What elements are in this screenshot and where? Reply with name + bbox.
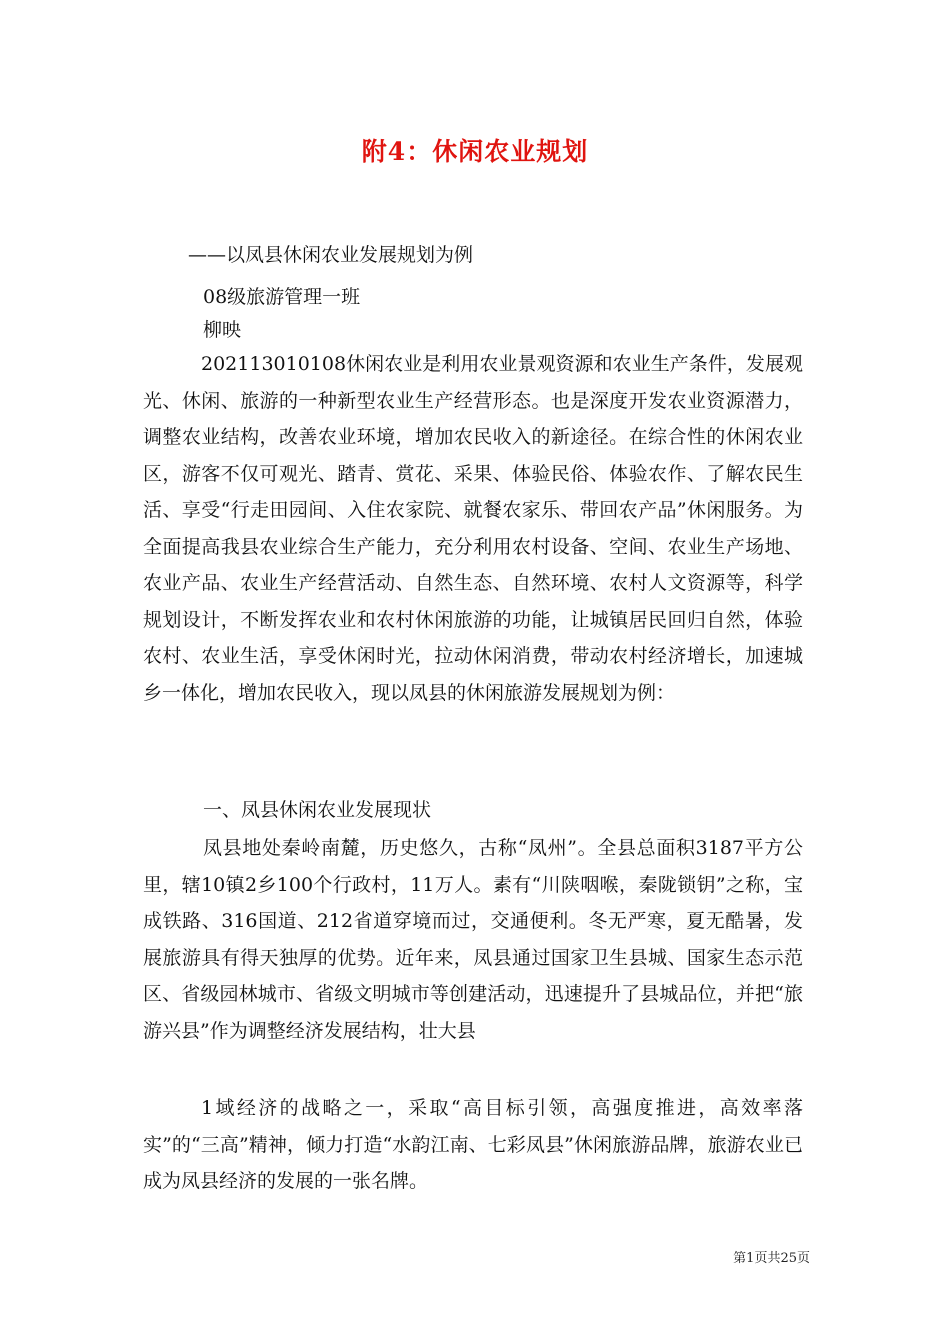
document-subtitle: ——以凤县休闲农业发展规划为例 [188, 244, 474, 266]
class-info: 08级旅游管理一班 [203, 286, 361, 308]
paragraph-intro: 202113010108休闲农业是利用农业景观资源和农业生产条件，发展观光、休闲、旅游的一种新型农业生产经营形态。也是深度开发农业资源潜力，调整农业结构，改善农业环境，增加农民收入的新途径。在综合性的休闲农业区，游客不仅可观光、踏青、赏花、采果、体验民俗、体验农作、了解农民生活、享受“行走田园间、入住农家院、就餐农家乐、带回农产品”休闲服务。为全面提高我县农业综合生产能力，充分利用农村设备、空间、农业生产场地、农业产品、农业生产经营活动、自然生态、自然环境、农村人文资源等，科学规划设计，不断发挥农业和农村休闲旅游的功能，让城镇居民回归自然，体验农村、农业生活，享受休闲时光，拉动休闲消费，带动农村经济增长，加速城乡一体化，增加农民收入，现以凤县的休闲旅游发展规划为例： [143, 353, 803, 704]
paragraph-status-continued: 1域经济的战略之一，采取“高目标引领，高强度推进，高效率落实”的“三高”精神，倾力打造“水韵江南、七彩凤县”休闲旅游品牌，旅游农业已成为凤县经济的发展的一张名牌。 [143, 1097, 803, 1192]
section-heading-1: 一、凤县休闲农业发展现状 [203, 799, 432, 821]
page-number: 第1页共25页 [733, 1251, 810, 1266]
document-title: 附4：休闲农业规划 [361, 137, 589, 166]
paragraph-status: 凤县地处秦岭南麓，历史悠久，古称“凤州”。全县总面积3187平方公里，辖10镇2乡100个行政村，11万人。素有“川陕咽喉，秦陇锁钥”之称，宝成铁路、316国道、212省道穿境而过，交通便利。冬无严寒，夏无酷暑，发展旅游具有得天独厚的优势。近年来，凤县通过国家卫生县城、国家生态示范区、省级园林城市、省级文明城市等创建活动，迅速提升了县城品位，并把“旅游兴县”作为调整经济发展结构，壮大县 [143, 837, 803, 1042]
author-name: 柳映 [203, 319, 242, 341]
